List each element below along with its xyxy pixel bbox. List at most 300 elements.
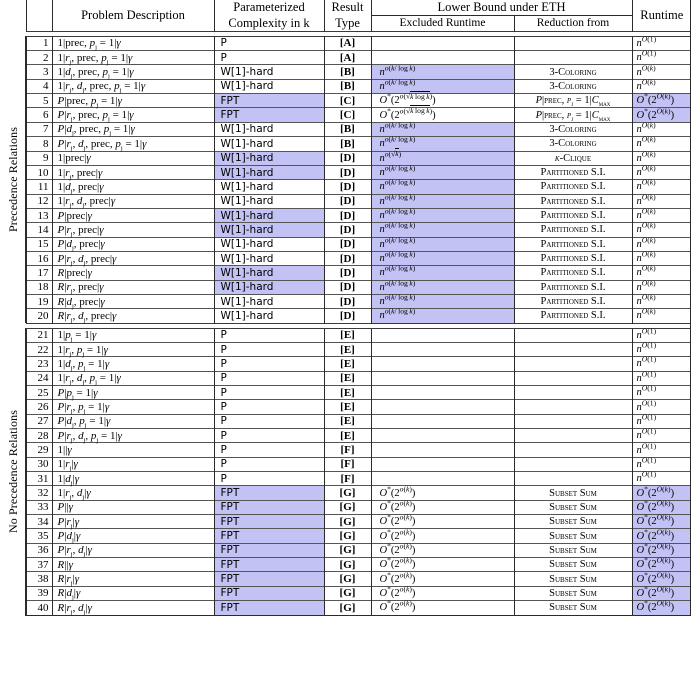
cell-runtime: $n^{O(k)}$ [632,65,691,79]
cell-parameterized-complexity: W[1]-hard [214,194,324,208]
bottom-rule [25,615,691,616]
cell-problem-description: $R|r_j$, prec|γ [52,280,214,294]
cell-result-type: [G] [324,572,371,586]
header-row-top [0,0,691,16]
cell-problem-description: $P|r_j$, $d_j$, $p_j = 1|\gamma$ [52,429,214,443]
cell-reduction-from [514,36,632,50]
cell-result-type: [C] [324,94,371,108]
cell-result-type: [E] [324,414,371,428]
cell-excluded-runtime [371,429,514,443]
cell-excluded-runtime: $n^{o(k/ log k)}$ [371,309,514,323]
row-number: 38 [26,572,52,586]
cell-problem-description: $P|r_j$, $d_j$, prec, $p_j = 1|\gamma$ [52,137,214,151]
cell-result-type: [F] [324,457,371,471]
cell-reduction-from: Partitioned S.I. [514,309,632,323]
cell-reduction-from [514,357,632,371]
row-side-gap [0,500,26,514]
cell-excluded-runtime: $O^*(2^{o(k)})$ [371,529,514,543]
row-number: 6 [26,108,52,122]
cell-excluded-runtime: $n^{o(k/ log k)}$ [371,65,514,79]
cell-result-type: [D] [324,266,371,280]
cell-parameterized-complexity: FPT [214,94,324,108]
cell-runtime: $n^{O(k)}$ [632,122,691,136]
cell-reduction-from [514,371,632,385]
row-number: 9 [26,151,52,165]
cell-problem-description: $P|d_j$, $p_j = 1|\gamma$ [52,414,214,428]
cell-reduction-from: Subset Sum [514,572,632,586]
cell-problem-description: $P|d_j|\gamma$ [52,529,214,543]
cell-result-type: [F] [324,443,371,457]
cell-runtime: $n^{O(k)}$ [632,294,691,308]
cell-runtime: $n^{O(1)}$ [632,386,691,400]
table-row[interactable] [0,251,691,265]
row-number: 1 [26,36,52,50]
table-row[interactable] [0,543,691,557]
table-row[interactable] [0,294,691,308]
cell-parameterized-complexity: FPT [214,586,324,600]
table-row[interactable] [0,457,691,471]
cell-result-type: [E] [324,429,371,443]
cell-excluded-runtime: $n^{o(k/ log k)}$ [371,165,514,179]
cell-parameterized-complexity: W[1]-hard [214,309,324,323]
row-number: 16 [26,251,52,265]
cell-excluded-runtime: $n^{o(k/ log k)}$ [371,79,514,93]
cell-reduction-from: Subset Sum [514,601,632,615]
cell-problem-description: 1||γ [52,443,214,457]
cell-runtime: $O^*(2^{O(k)})$ [632,486,691,500]
row-side-gap [0,558,26,572]
row-side-gap [0,266,26,280]
row-number: 4 [26,79,52,93]
cell-reduction-from: k-Clique [514,151,632,165]
cell-result-type: [D] [324,165,371,179]
table-row[interactable] [0,165,691,179]
cell-parameterized-complexity: FPT [214,515,324,529]
table-row[interactable] [0,572,691,586]
cell-problem-description: $R|d_j|\gamma$ [52,586,214,600]
row-side-gap [0,122,26,136]
cell-excluded-runtime: $n^{o(k/ log k)}$ [371,137,514,151]
cell-runtime: $O^*(2^{O(k)})$ [632,515,691,529]
table-row[interactable] [0,371,691,385]
table-row[interactable] [0,429,691,443]
row-number: 36 [26,543,52,557]
cell-problem-description: $1|r_j$, prec, $p_j = 1|\gamma$ [52,51,214,65]
row-number: 37 [26,558,52,572]
cell-parameterized-complexity: FPT [214,500,324,514]
table-row[interactable] [0,223,691,237]
row-side-gap [0,237,26,251]
cell-excluded-runtime: $n^{o(k/ log k)}$ [371,294,514,308]
table-row[interactable] [0,309,691,323]
cell-parameterized-complexity: P [214,51,324,65]
row-number: 35 [26,529,52,543]
cell-excluded-runtime: $O^*(2^{o(k)})$ [371,500,514,514]
cell-result-type: [G] [324,601,371,615]
cell-problem-description: $R|d_j$, prec|γ [52,294,214,308]
table-row[interactable] [0,328,691,342]
table-row[interactable] [0,601,691,615]
row-number: 33 [26,500,52,514]
row-side-gap [0,572,26,586]
cell-result-type: [D] [324,151,371,165]
cell-result-type: [D] [324,294,371,308]
header-side-spacer-2 [0,16,26,32]
cell-runtime: $n^{O(1)}$ [632,414,691,428]
cell-parameterized-complexity: W[1]-hard [214,294,324,308]
row-number: 30 [26,457,52,471]
cell-problem-description: $1|d_j|\gamma$ [52,472,214,486]
cell-runtime: $O^*(2^{O(k)})$ [632,529,691,543]
cell-parameterized-complexity: W[1]-hard [214,208,324,222]
cell-result-type: [E] [324,400,371,414]
cell-problem-description: $P|r_j|\gamma$ [52,515,214,529]
cell-parameterized-complexity: P [214,342,324,356]
table-row[interactable] [0,357,691,371]
cell-parameterized-complexity: P [214,386,324,400]
cell-runtime: $n^{O(k)}$ [632,151,691,165]
cell-parameterized-complexity: W[1]-hard [214,165,324,179]
row-side-gap [0,515,26,529]
cell-result-type: [D] [324,309,371,323]
table-row[interactable] [0,108,691,122]
cell-excluded-runtime: $O^*(2^{o(√k log k)})$ [371,108,514,122]
table-row[interactable] [0,280,691,294]
row-number: 2 [26,51,52,65]
row-side-gap [0,309,26,323]
cell-result-type: [G] [324,500,371,514]
table-row[interactable] [0,94,691,108]
table-row[interactable] [0,486,691,500]
cell-reduction-from: Subset Sum [514,529,632,543]
cell-excluded-runtime [371,342,514,356]
table-row[interactable] [0,400,691,414]
table-row[interactable] [0,586,691,600]
header-lower-bound-group: Lower Bound under ETH [371,0,632,16]
row-number: 25 [26,386,52,400]
row-side-gap [0,529,26,543]
left-vertical-rule-block2 [25,328,26,614]
row-number: 12 [26,194,52,208]
row-number: 31 [26,472,52,486]
cell-reduction-from: Subset Sum [514,543,632,557]
row-side-gap [0,342,26,356]
cell-reduction-from: Partitioned S.I. [514,180,632,194]
cell-runtime: $n^{O(1)}$ [632,443,691,457]
cell-result-type: [G] [324,558,371,572]
cell-problem-description: $1|r_j$, $p_j = 1|\gamma$ [52,342,214,356]
header-reduction-from: Reduction from [514,16,632,32]
cell-excluded-runtime: $n^{o(k/ log k)}$ [371,237,514,251]
cell-parameterized-complexity: W[1]-hard [214,151,324,165]
cell-runtime: $n^{O(1)}$ [632,472,691,486]
row-number: 19 [26,294,52,308]
row-side-gap [0,151,26,165]
table-row[interactable] [0,51,691,65]
cell-excluded-runtime [371,400,514,414]
cell-reduction-from: Partitioned S.I. [514,208,632,222]
cell-reduction-from [514,429,632,443]
table-row[interactable] [0,342,691,356]
row-number: 7 [26,122,52,136]
cell-excluded-runtime: $O^*(2^{o(k)})$ [371,572,514,586]
cell-problem-description: $R|r_j|\gamma$ [52,572,214,586]
cell-problem-description: $1|r_j$, prec|γ [52,165,214,179]
cell-parameterized-complexity: FPT [214,601,324,615]
cell-reduction-from: 3-Coloring [514,122,632,136]
cell-problem-description: $1|r_j$, $d_j$, prec, $p_j = 1|\gamma$ [52,79,214,93]
cell-reduction-from [514,400,632,414]
cell-excluded-runtime: $n^{o(k/ log k)}$ [371,266,514,280]
row-number: 18 [26,280,52,294]
cell-result-type: [G] [324,586,371,600]
table-row[interactable] [0,529,691,543]
cell-result-type: [D] [324,280,371,294]
header-problem-description: Problem Description [52,0,214,31]
cell-runtime: $O^*(2^{O(k)})$ [632,108,691,122]
cell-reduction-from [514,342,632,356]
table-row[interactable] [0,472,691,486]
row-number: 22 [26,342,52,356]
row-number: 27 [26,414,52,428]
cell-runtime: $n^{O(1)}$ [632,357,691,371]
cell-excluded-runtime: $O^*(2^{o(k)})$ [371,558,514,572]
header-parameterized-complexity-line2: Complexity in k [214,16,324,32]
cell-reduction-from: P|prec, $p_j = 1|C_{max}$ [514,94,632,108]
cell-parameterized-complexity: FPT [214,543,324,557]
row-side-gap [0,371,26,385]
row-number: 14 [26,223,52,237]
cell-reduction-from: Partitioned S.I. [514,223,632,237]
left-vertical-rule-block1 [25,36,26,323]
cell-problem-description: R|prec|γ [52,266,214,280]
row-side-gap [0,357,26,371]
cell-parameterized-complexity: FPT [214,486,324,500]
cell-parameterized-complexity: P [214,36,324,50]
cell-excluded-runtime: $O^*(2^{o(√k log k)})$ [371,94,514,108]
row-number: 21 [26,328,52,342]
row-side-gap [0,194,26,208]
cell-problem-description: $1|r_j|\gamma$ [52,457,214,471]
row-number: 28 [26,429,52,443]
cell-runtime: $n^{O(k)}$ [632,180,691,194]
cell-problem-description: $P|p_j = 1|\gamma$ [52,386,214,400]
cell-excluded-runtime [371,414,514,428]
header-side-spacer [0,0,26,16]
cell-result-type: [A] [324,36,371,50]
cell-result-type: [G] [324,486,371,500]
cell-problem-description: 1|prec, $p_j = 1|\gamma$ [52,36,214,50]
cell-parameterized-complexity: FPT [214,558,324,572]
row-side-gap [0,280,26,294]
table-row[interactable] [0,414,691,428]
cell-runtime: $O^*(2^{O(k)})$ [632,572,691,586]
cell-problem-description: $1|d_j$, $p_j = 1|\gamma$ [52,357,214,371]
table-row[interactable] [0,180,691,194]
cell-parameterized-complexity: P [214,400,324,414]
row-side-gap [0,294,26,308]
row-number: 23 [26,357,52,371]
row-number: 26 [26,400,52,414]
row-number: 3 [26,65,52,79]
row-side-gap [0,180,26,194]
cell-result-type: [A] [324,51,371,65]
cell-reduction-from: Subset Sum [514,558,632,572]
row-side-gap [0,601,26,615]
row-side-gap [0,414,26,428]
cell-excluded-runtime: $n^{o(k/ log k)}$ [371,122,514,136]
cell-result-type: [B] [324,65,371,79]
row-side-gap [0,36,26,50]
cell-reduction-from [514,51,632,65]
cell-problem-description: $P|r_j$, $d_j|\gamma$ [52,543,214,557]
cell-parameterized-complexity: P [214,328,324,342]
cell-problem-description: $P|d_j$, prec, $p_j = 1|\gamma$ [52,122,214,136]
cell-reduction-from: P|prec, $p_j = 1|C_{max}$ [514,108,632,122]
row-number: 11 [26,180,52,194]
cell-result-type: [C] [324,108,371,122]
cell-runtime: $O^*(2^{O(k)})$ [632,543,691,557]
row-number: 39 [26,586,52,600]
cell-problem-description: $1|r_j$, $d_j$, $p_j = 1|\gamma$ [52,371,214,385]
cell-problem-description: $P|r_j$, $p_j = 1|\gamma$ [52,400,214,414]
cell-reduction-from: Partitioned S.I. [514,266,632,280]
table-row[interactable] [0,386,691,400]
cell-runtime: $n^{O(k)}$ [632,237,691,251]
cell-result-type: [D] [324,180,371,194]
cell-excluded-runtime: $n^{o(k/ log k)}$ [371,251,514,265]
cell-reduction-from: Partitioned S.I. [514,251,632,265]
cell-result-type: [B] [324,122,371,136]
cell-runtime: $n^{O(k)}$ [632,280,691,294]
row-number: 10 [26,165,52,179]
cell-problem-description: $1|r_j$, $d_j|\gamma$ [52,486,214,500]
header-runtime: Runtime [632,0,691,31]
cell-runtime: $n^{O(k)}$ [632,309,691,323]
header-parameterized-complexity-line1: Parameterized [214,0,324,16]
cell-parameterized-complexity: FPT [214,108,324,122]
cell-problem-description: P|prec, $p_j = 1|\gamma$ [52,94,214,108]
cell-excluded-runtime: $O^*(2^{o(k)})$ [371,486,514,500]
cell-parameterized-complexity: W[1]-hard [214,137,324,151]
row-number: 8 [26,137,52,151]
table-row[interactable] [0,266,691,280]
cell-parameterized-complexity: P [214,371,324,385]
table-row[interactable] [0,79,691,93]
table-row[interactable] [0,443,691,457]
cell-reduction-from [514,472,632,486]
cell-result-type: [D] [324,194,371,208]
cell-excluded-runtime: $O^*(2^{o(k)})$ [371,586,514,600]
row-number: 13 [26,208,52,222]
row-side-gap [0,208,26,222]
table-row[interactable] [0,515,691,529]
cell-runtime: $n^{O(1)}$ [632,429,691,443]
side-label-precedence-relations-text: Precedence Relations [5,127,20,233]
table-row[interactable] [0,137,691,151]
row-side-gap [0,429,26,443]
cell-reduction-from: Partitioned S.I. [514,165,632,179]
cell-runtime: $O^*(2^{O(k)})$ [632,586,691,600]
table-row[interactable] [0,237,691,251]
row-side-gap [0,108,26,122]
cell-runtime: $O^*(2^{O(k)})$ [632,94,691,108]
side-label-no-precedence-relations-text: No Precedence Relations [5,409,20,533]
cell-problem-description: P|prec|γ [52,208,214,222]
table-row[interactable] [0,122,691,136]
row-side-gap [0,79,26,93]
row-number: 29 [26,443,52,457]
cell-runtime: $n^{O(1)}$ [632,51,691,65]
table-row[interactable] [0,194,691,208]
row-side-gap [0,223,26,237]
cell-excluded-runtime: $n^{o(k/ log k)}$ [371,280,514,294]
cell-reduction-from: Partitioned S.I. [514,294,632,308]
row-number: 15 [26,237,52,251]
row-number: 32 [26,486,52,500]
cell-result-type: [D] [324,223,371,237]
cell-excluded-runtime: $O^*(2^{o(k)})$ [371,515,514,529]
cell-runtime: $n^{O(k)}$ [632,165,691,179]
table-row[interactable] [0,208,691,222]
row-number: 34 [26,515,52,529]
cell-parameterized-complexity: W[1]-hard [214,251,324,265]
table-row[interactable] [0,558,691,572]
cell-reduction-from [514,414,632,428]
cell-result-type: [E] [324,357,371,371]
row-side-gap [0,586,26,600]
table-row[interactable] [0,65,691,79]
cell-result-type: [D] [324,237,371,251]
cell-runtime: $n^{O(k)}$ [632,137,691,151]
cell-runtime: $n^{O(1)}$ [632,36,691,50]
cell-runtime: $O^*(2^{O(k)})$ [632,500,691,514]
table-row[interactable] [0,500,691,514]
cell-excluded-runtime: $n^{o(k/ log k)}$ [371,223,514,237]
cell-runtime: $n^{O(k)}$ [632,79,691,93]
table-row[interactable] [0,36,691,50]
cell-excluded-runtime [371,457,514,471]
cell-reduction-from: 3-Coloring [514,79,632,93]
cell-reduction-from: 3-Coloring [514,65,632,79]
row-side-gap [0,251,26,265]
row-number: 40 [26,601,52,615]
cell-runtime: $O^*(2^{O(k)})$ [632,601,691,615]
cell-runtime: $n^{O(k)}$ [632,194,691,208]
cell-runtime: $n^{O(1)}$ [632,457,691,471]
cell-runtime: $n^{O(k)}$ [632,208,691,222]
cell-reduction-from: Partitioned S.I. [514,280,632,294]
row-side-gap [0,328,26,342]
cell-parameterized-complexity: W[1]-hard [214,180,324,194]
cell-runtime: $n^{O(k)}$ [632,266,691,280]
cell-result-type: [E] [324,342,371,356]
cell-parameterized-complexity: P [214,429,324,443]
cell-reduction-from [514,386,632,400]
cell-parameterized-complexity: W[1]-hard [214,65,324,79]
cell-excluded-runtime: $n^{o(k/ log k)}$ [371,208,514,222]
cell-parameterized-complexity: W[1]-hard [214,237,324,251]
cell-reduction-from: Subset Sum [514,500,632,514]
cell-problem-description: $1|d_j$, prec, $p_j = 1|\gamma$ [52,65,214,79]
table-row[interactable] [0,151,691,165]
cell-runtime: $n^{O(1)}$ [632,371,691,385]
row-number: 17 [26,266,52,280]
cell-excluded-runtime [371,386,514,400]
cell-result-type: [G] [324,515,371,529]
cell-excluded-runtime: $O^*(2^{o(k)})$ [371,601,514,615]
cell-excluded-runtime [371,443,514,457]
